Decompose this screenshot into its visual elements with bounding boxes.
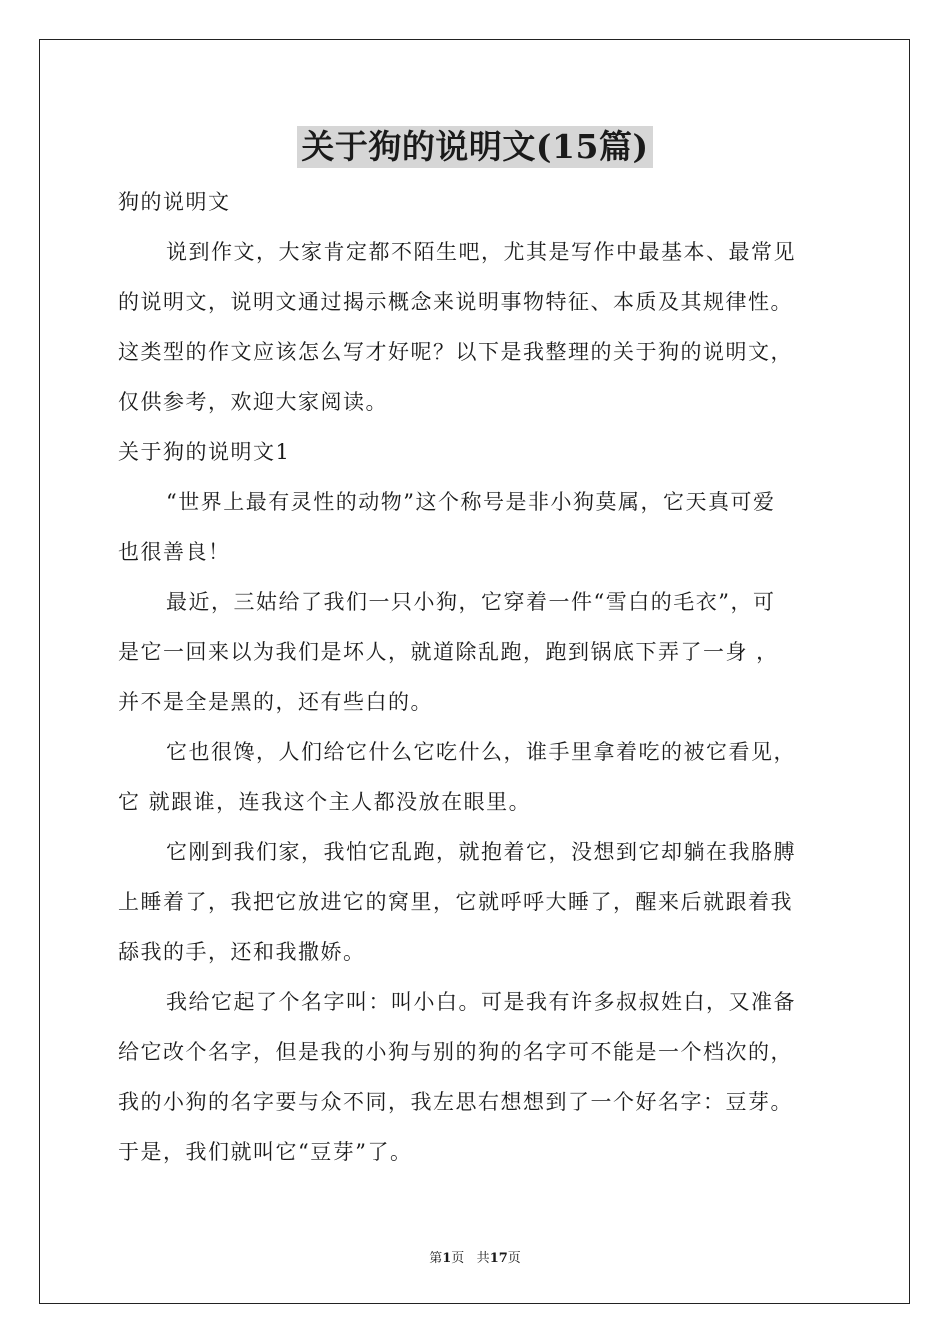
intro-line: 这类型的作文应该怎么写才好呢？以下是我整理的关于狗的说明文， <box>118 340 793 364</box>
total-prefix: 共 <box>476 1251 490 1266</box>
paragraph-line: 它刚到我们家，我怕它乱跑，就抱着它，没想到它却躺在我胳膊 <box>166 840 796 864</box>
article-heading: 关于狗的说明文1 <box>118 440 291 464</box>
section-heading: 狗的说明文 <box>118 190 231 214</box>
total-suffix: 页 <box>507 1251 521 1266</box>
title-container <box>0 126 950 168</box>
paragraph-line: 上睡着了，我把它放进它的窝里，它就呼呼大睡了，醒来后就跟着我 <box>118 890 793 914</box>
paragraph-line: 它也很馋，人们给它什么它吃什么，谁手里拿着吃的被它看见， <box>166 740 796 764</box>
page-footer <box>0 1247 950 1266</box>
document-title: 关于狗的说明文(15篇) <box>297 126 652 168</box>
paragraph-line: 最近，三姑给了我们一只小狗，它穿着一件“雪白的毛衣”，可 <box>166 590 776 614</box>
page-number: 1 <box>442 1251 452 1266</box>
paragraph-line: 给它改个名字，但是我的小狗与别的狗的名字可不能是一个档次的， <box>118 1040 793 1064</box>
page-suffix: 页 <box>451 1251 465 1266</box>
page-prefix: 第 <box>429 1251 443 1266</box>
intro-line: 仅供参考，欢迎大家阅读。 <box>118 390 388 414</box>
total-pages: 17 <box>489 1251 508 1266</box>
paragraph-line: 舔我的手，还和我撒娇。 <box>118 940 366 964</box>
paragraph-line: 我的小狗的名字要与众不同，我左思右想想到了一个好名字：豆芽。 <box>118 1090 793 1114</box>
paragraph-line: 也很善良！ <box>118 540 231 564</box>
paragraph-line: 我给它起了个名字叫：叫小白。可是我有许多叔叔姓白，又准备 <box>166 990 796 1014</box>
paragraph-line: 它 就跟谁，连我这个主人都没放在眼里。 <box>118 790 532 814</box>
intro-line: 的说明文，说明文通过揭示概念来说明事物特征、本质及其规律性。 <box>118 290 793 314</box>
paragraph-line: 是它一回来以为我们是坏人，就道除乱跑，跑到锅底下弄了一身 ， <box>118 640 779 664</box>
intro-line: 说到作文，大家肯定都不陌生吧，尤其是写作中最基本、最常见 <box>166 240 796 264</box>
paragraph-line: 于是，我们就叫它“豆芽”了。 <box>118 1140 413 1164</box>
paragraph-line: “世界上最有灵性的动物”这个称号是非小狗莫属，它天真可爱 <box>166 490 776 514</box>
paragraph-line: 并不是全是黑的，还有些白的。 <box>118 690 433 714</box>
